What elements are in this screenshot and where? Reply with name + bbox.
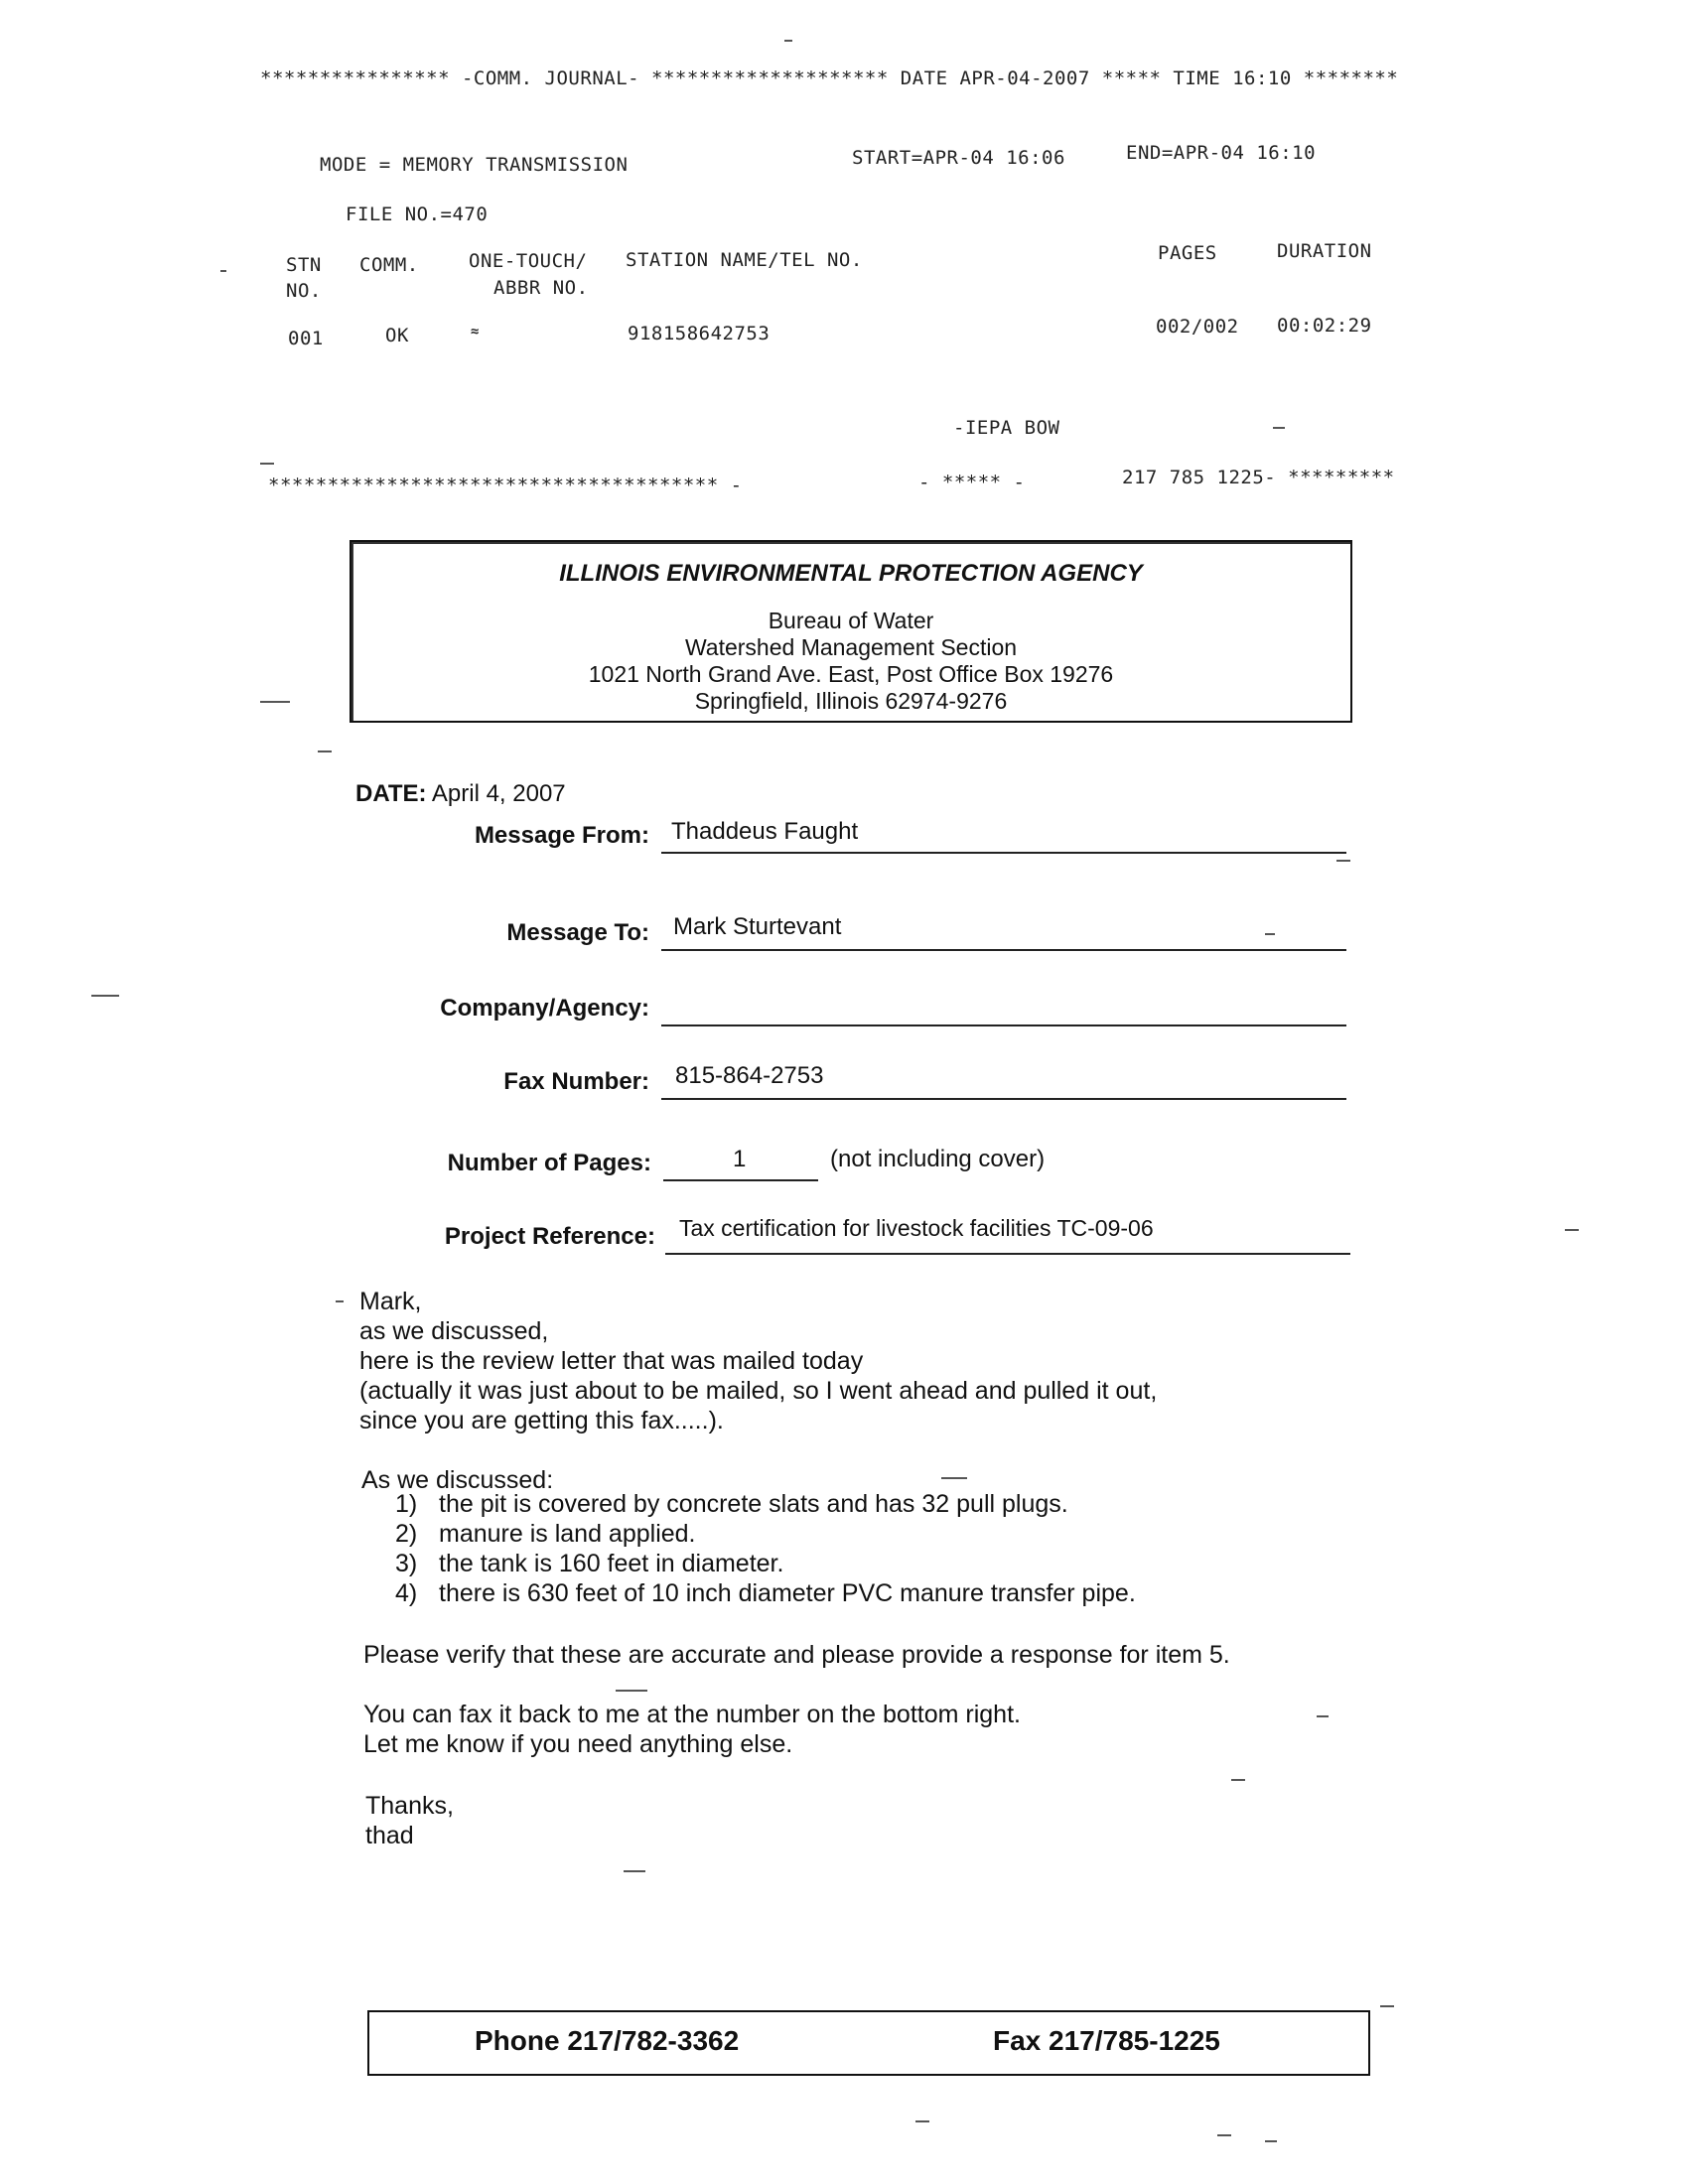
list-item-text: the pit is covered by concrete slats and has 32 pull plugs. (439, 1490, 1068, 1518)
to-label: Message To: (506, 919, 649, 946)
from-value: Thaddeus Faught (671, 818, 859, 845)
project-underline (665, 1253, 1350, 1255)
scan-speck (1231, 1779, 1245, 1781)
date-value: April 4, 2007 (431, 780, 566, 807)
list-item-number: 3) (395, 1550, 418, 1577)
pages-value: 1 (733, 1146, 747, 1172)
to-value: Mark Sturtevant (673, 913, 842, 940)
project-label: Project Reference: (444, 1223, 655, 1250)
journal-file-no: FILE NO.=470 (346, 204, 489, 225)
fax-label: Fax Number: (503, 1068, 649, 1095)
closing: Thanks, (365, 1792, 454, 1820)
date-label: DATE: (355, 780, 427, 807)
header-stars: ***** (1101, 68, 1162, 89)
pages-underline (663, 1179, 818, 1181)
agency-section: Watershed Management Section (684, 634, 1018, 660)
agency-bureau: Bureau of Water (768, 608, 934, 633)
list-item-number: 2) (395, 1520, 418, 1548)
list-item (395, 1489, 1136, 1519)
scan-speck (336, 1300, 344, 1302)
agency-letterhead (350, 540, 1352, 723)
list-item-text: the tank is 160 feet in diameter. (439, 1550, 784, 1577)
message-line: as we discussed, (359, 1317, 549, 1345)
journal-date: DATE APR-04-2007 (900, 68, 1090, 89)
journal-title: -COMM. JOURNAL- (461, 68, 640, 89)
scan-speck (1317, 1715, 1329, 1717)
header-stars: ******************** (651, 68, 889, 89)
list-item-number: 1) (395, 1490, 418, 1518)
journal-sender: -IEPA BOW (953, 417, 1060, 439)
scan-speck (1273, 427, 1285, 429)
list-item (395, 1549, 1136, 1578)
row-comm: OK (385, 325, 409, 346)
from-underline (661, 852, 1346, 854)
scan-speck (1265, 2140, 1277, 2142)
journal-mode: MODE = MEMORY TRANSMISSION (320, 154, 629, 176)
col-one-touch-1: ONE-TOUCH/ (469, 250, 588, 272)
scan-speck (318, 751, 332, 752)
signature: thad (365, 1822, 414, 1849)
from-label: Message From: (474, 822, 649, 849)
agency-address: 1021 North Grand Ave. East, Post Office Box 19276 (588, 661, 1114, 687)
list-item-text: there is 630 feet of 10 inch diameter PVC manure transfer pipe. (439, 1579, 1136, 1607)
col-station: STATION NAME/TEL NO. (626, 249, 863, 271)
message-line: since you are getting this fax.....). (359, 1407, 724, 1434)
journal-end: END=APR-04 16:10 (1126, 142, 1317, 164)
scan-speck (260, 463, 274, 465)
journal-start: START=APR-04 16:06 (852, 147, 1065, 169)
col-one-touch-2: ABBR NO. (493, 277, 589, 299)
scan-speck (260, 701, 290, 703)
let-me-know: Let me know if you need anything else. (363, 1730, 793, 1758)
footer-stars: ********* (1288, 467, 1395, 488)
footer-fax: Fax 217/785-1225 (993, 2025, 1220, 2056)
pages-note: (not including cover) (830, 1146, 1046, 1172)
scan-speck (624, 1870, 645, 1872)
message-line: (actually it was just about to be mailed, so I went ahead and pulled it out, (359, 1377, 1158, 1405)
list-intro: As we discussed: (361, 1466, 554, 1494)
scan-speck (1217, 2134, 1231, 2136)
company-label: Company/Agency: (440, 995, 649, 1022)
footer-phone: Phone 217/782-3362 (475, 2025, 740, 2056)
discussion-list (395, 1489, 1136, 1608)
to-underline (661, 949, 1346, 951)
pages-label: Number of Pages: (447, 1150, 651, 1176)
row-duration: 00:02:29 (1277, 315, 1372, 337)
row-pages: 002/002 (1156, 316, 1239, 338)
scan-speck (616, 1690, 647, 1692)
scan-speck (220, 270, 226, 272)
header-stars: **************** (260, 68, 451, 89)
list-item (395, 1519, 1136, 1549)
journal-footer-mid: - ***** - (918, 472, 1026, 493)
agency-city: Springfield, Illinois 62974-9276 (694, 688, 1008, 714)
footer-tel: 217 785 1225- (1122, 467, 1277, 488)
scan-speck (915, 2120, 929, 2122)
col-stn-no-2: NO. (286, 280, 322, 302)
journal-footer-tel (1122, 467, 1395, 488)
scan-speck (1265, 933, 1275, 935)
col-pages: PAGES (1158, 242, 1217, 264)
date-field (355, 780, 566, 808)
greeting: Mark, (359, 1288, 422, 1315)
scan-speck (784, 40, 792, 42)
fax-back-note: You can fax it back to me at the number on the bottom right. (363, 1701, 1021, 1728)
row-one-touch: ≈ (471, 324, 480, 340)
scan-speck (1380, 2005, 1394, 2007)
project-value: Tax certification for livestock facilities TC-09-06 (679, 1215, 1154, 1241)
list-item-number: 4) (395, 1579, 418, 1607)
verify-request: Please verify that these are accurate and please provide a response for item 5. (363, 1641, 1230, 1669)
message-line: here is the review letter that was mailed today (359, 1347, 864, 1375)
col-comm: COMM. (359, 254, 419, 276)
journal-footer-stars: ************************************** - (268, 475, 743, 496)
list-item-text: manure is land applied. (439, 1520, 696, 1548)
journal-header (260, 68, 1398, 89)
journal-time: TIME 16:10 (1173, 68, 1292, 89)
agency-name: ILLINOIS ENVIRONMENTAL PROTECTION AGENCY (559, 560, 1143, 587)
header-stars: ******** (1303, 68, 1399, 89)
contact-footer (367, 2010, 1370, 2076)
row-station: 918158642753 (628, 323, 771, 344)
row-stn-no: 001 (288, 328, 324, 349)
scan-speck (1336, 860, 1350, 862)
fax-value: 815-864-2753 (675, 1062, 824, 1089)
company-underline (661, 1024, 1346, 1026)
col-stn-no-1: STN (286, 254, 322, 276)
list-item (395, 1578, 1136, 1608)
scan-speck (1565, 1229, 1579, 1231)
scan-speck (941, 1477, 967, 1479)
scan-speck (91, 995, 119, 997)
fax-underline (661, 1098, 1346, 1100)
col-duration: DURATION (1277, 240, 1372, 262)
